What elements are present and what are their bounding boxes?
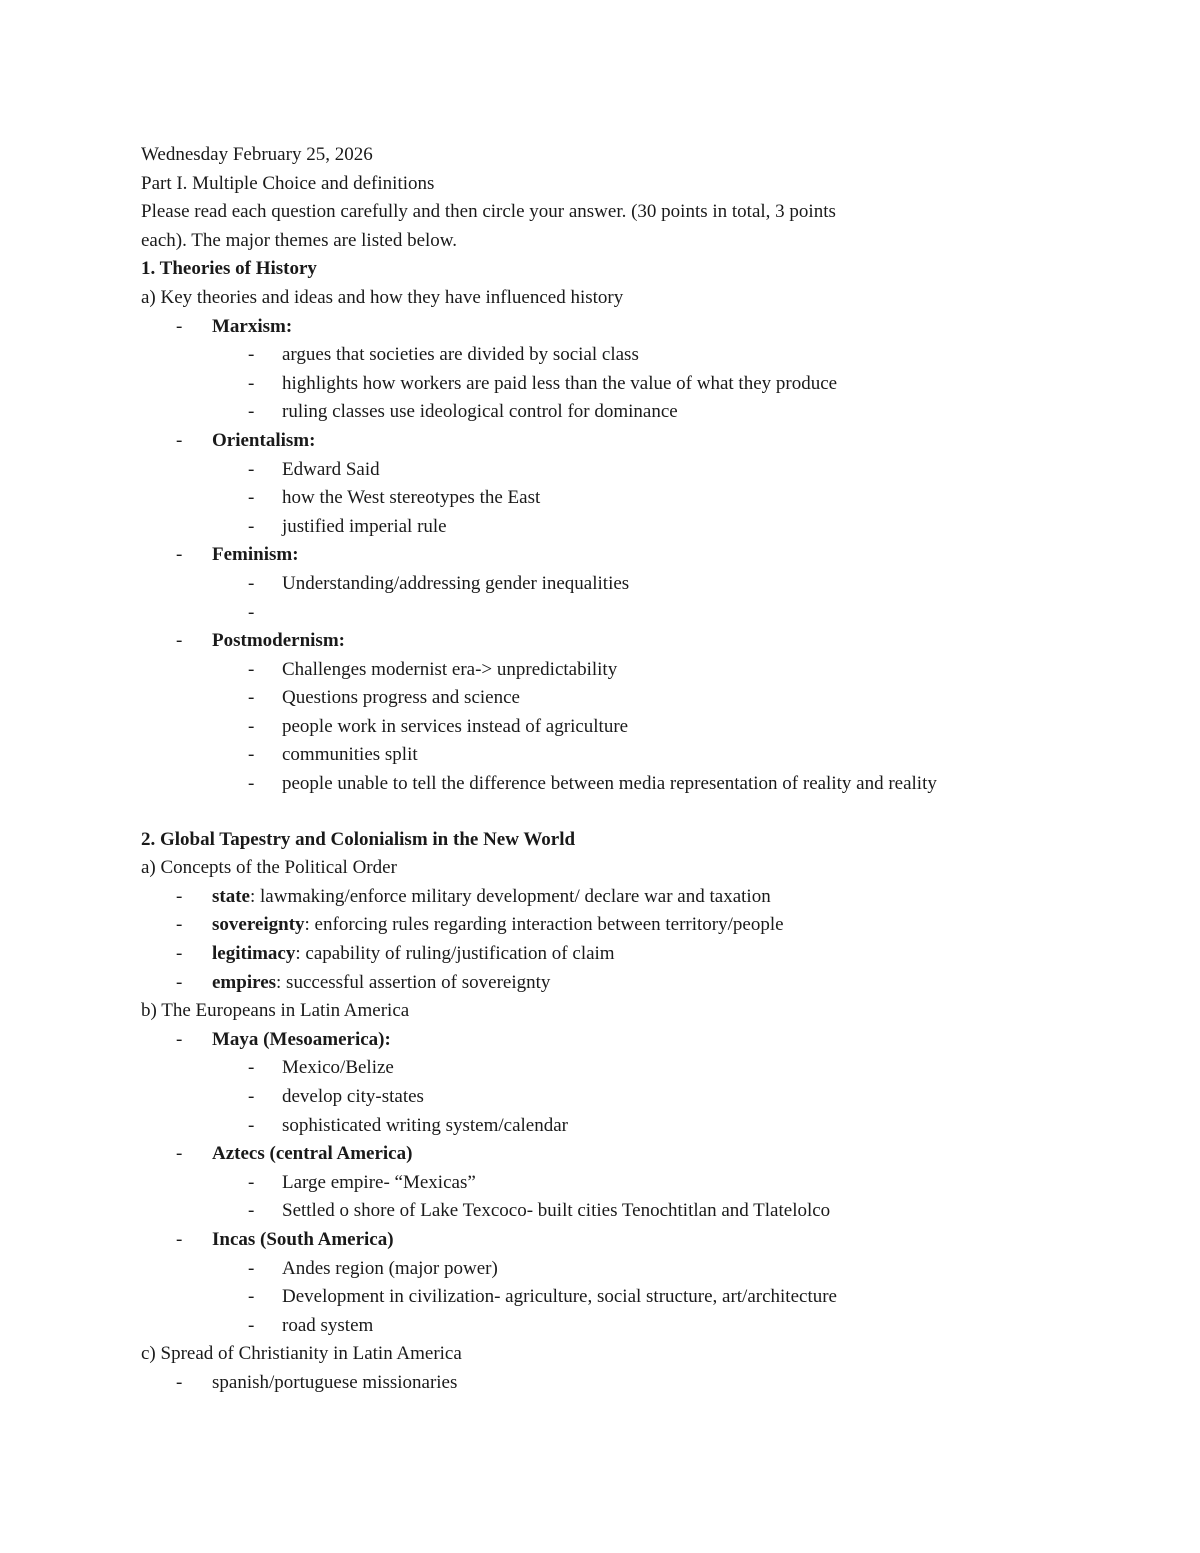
list-item: - justified imperial rule — [248, 515, 447, 537]
orientalism-heading: - Orientalism: — [176, 429, 316, 451]
list-item: - develop city-states — [248, 1086, 424, 1107]
list-item: - Understanding/addressing gender inequalities — [248, 572, 630, 594]
list-item: - Large empire- “Mexicas” — [248, 1171, 476, 1193]
concept-empires: - empires: successful assertion of sovereignty — [176, 971, 551, 993]
list-item: - spanish/portuguese missionaries — [176, 1371, 458, 1393]
section-2-subheading-a: a) Concepts of the Political Order — [141, 857, 397, 879]
instructions-line-1: Please read each question carefully and then circle your answer. (30 points in total, 3 points — [141, 201, 836, 223]
document-page — [141, 141, 1141, 1398]
section-1-subheading-a: a) Key theories and ideas and how they have influenced history — [141, 286, 624, 308]
feminism-heading: - Feminism: — [176, 544, 299, 566]
concept-legitimacy: - legitimacy: capability of ruling/justification of claim — [176, 943, 615, 965]
section-2-heading: 2. Global Tapestry and Colonialism in the New World — [141, 828, 576, 850]
concept-state: - state: lawmaking/enforce military development/ declare war and taxation — [176, 885, 771, 907]
aztecs-heading: - Aztecs (central America) — [176, 1143, 413, 1165]
concept-sovereignty: - sovereignty: enforcing rules regarding interaction between territory/people — [176, 914, 784, 936]
section-2-subheading-b: b) The Europeans in Latin America — [141, 1000, 410, 1022]
list-item: - road system — [248, 1314, 374, 1336]
incas-heading: - Incas (South America) — [176, 1228, 394, 1250]
section-1-heading: 1. Theories of History — [141, 258, 317, 280]
list-item: - argues that societies are divided by social class — [248, 344, 639, 366]
postmodernism-heading: - Postmodernism: — [176, 630, 345, 652]
list-item: - Development in civilization- agriculture, social structure, art/architecture — [248, 1286, 837, 1308]
section-2-subheading-c: c) Spread of Christianity in Latin America — [141, 1343, 462, 1365]
part-title: Part I. Multiple Choice and definitions — [141, 172, 435, 194]
list-item: - Andes region (major power) — [248, 1257, 498, 1279]
list-item: - sophisticated writing system/calendar — [248, 1114, 568, 1136]
maya-heading: - Maya (Mesoamerica): — [176, 1028, 391, 1050]
list-item-empty: - — [248, 601, 255, 623]
section-spacer — [141, 799, 1141, 826]
list-item: - Questions progress and science — [248, 687, 520, 709]
list-item: - people work in services instead of agriculture — [248, 715, 629, 737]
marxism-heading: - Marxism: — [176, 315, 293, 337]
list-item: - how the West stereotypes the East — [248, 487, 541, 509]
list-item: - Challenges modernist era-> unpredictability — [248, 658, 618, 680]
date-line: Wednesday February 25, 2026 — [141, 144, 373, 165]
list-item: - Edward Said — [248, 458, 380, 480]
instructions-line-2: each). The major themes are listed below. — [141, 229, 458, 251]
list-item: - people unable to tell the difference between media representation of reality and reality — [248, 773, 937, 795]
list-item: - Settled o shore of Lake Texcoco- built cities Tenochtitlan and Tlatelolco — [248, 1200, 831, 1222]
list-item: - communities split — [248, 744, 418, 766]
list-item: - ruling classes use ideological control for dominance — [248, 401, 678, 423]
list-item: - Mexico/Belize — [248, 1057, 394, 1079]
list-item: - highlights how workers are paid less than the value of what they produce — [248, 372, 838, 394]
